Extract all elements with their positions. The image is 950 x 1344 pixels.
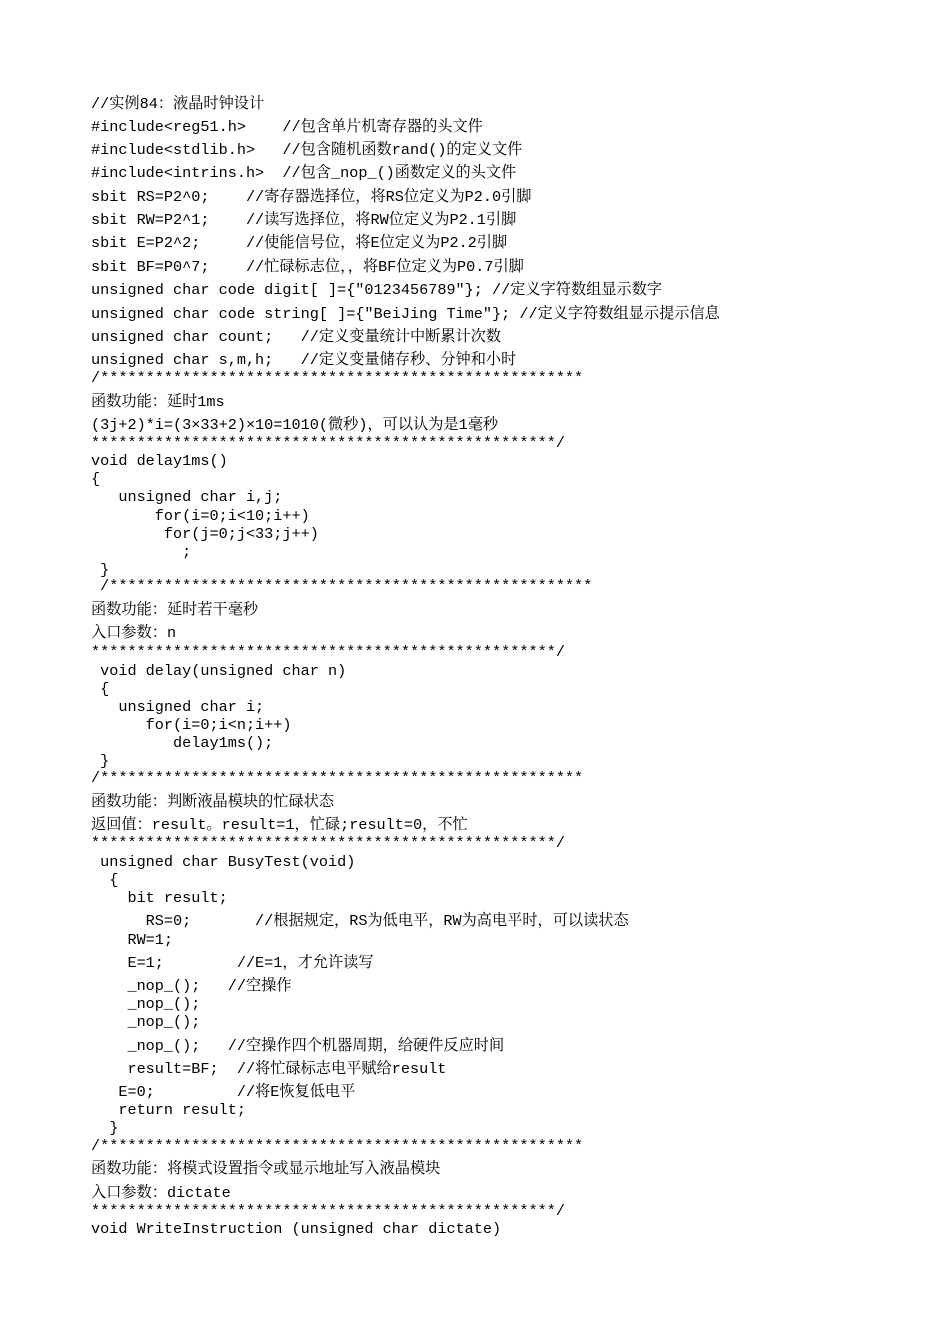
code-line: //实例84：液晶时钟设计 [91,95,265,113]
comment-divider: ***************************************************/ [91,1202,565,1220]
code-line: unsigned char BusyTest(void) [91,853,356,871]
comment-divider: ***************************************************/ [91,434,565,452]
code-line: _nop_(); [91,995,201,1013]
code-line: void delay1ms() [91,452,228,470]
code-line: sbit BF=P0^7; //忙碌标志位，，将BF位定义为P0.7引脚 [91,258,524,276]
code-line: for(j=0;j<33;j++) [91,525,319,543]
comment-divider: /***************************************************** [91,369,584,387]
code-line: void WriteInstruction (unsigned char dictate) [91,1220,502,1238]
code-line: bit result; [91,889,228,907]
code-line: sbit RW=P2^1; //读写选择位，将RW位定义为P2.1引脚 [91,211,517,229]
code-line: RS=0; //根据规定，RS为低电平，RW为高电平时，可以读状态 [91,912,629,930]
code-line: #include<stdlib.h> //包含随机函数rand()的定义文件 [91,141,523,159]
code-line: 入口参数：n [91,624,177,642]
code-line: #include<intrins.h> //包含_nop_()函数定义的头文件 [91,164,517,182]
code-line: unsigned char s,m,h; //定义变量储存秒、分钟和小时 [91,351,517,369]
code-line: for(i=0;i<10;i++) [91,507,310,525]
comment-divider: /***************************************************** [91,769,584,787]
code-line: 函数功能：延时1ms [91,393,225,411]
code-line: 入口参数：dictate [91,1184,231,1202]
comment-divider: /***************************************************** [91,577,593,595]
code-line: #include<reg51.h> //包含单片机寄存器的头文件 [91,118,483,136]
code-line: 函数功能：延时若干毫秒 [91,601,259,619]
code-line: _nop_(); [91,1013,201,1031]
code-line: sbit E=P2^2; //使能信号位，将E位定义为P2.2引脚 [91,234,508,252]
comment-divider: ***************************************************/ [91,643,565,661]
code-line: unsigned char i; [91,698,265,716]
code-line: unsigned char code digit[ ]={"0123456789"}; //定义字符数组显示数字 [91,281,663,299]
code-line: unsigned char count; //定义变量统计中断累计次数 [91,328,502,346]
code-line: E=1; //E=1，才允许读写 [91,954,374,972]
code-line: delay1ms(); [91,734,274,752]
code-line: unsigned char i,j; [91,488,283,506]
code-line: { [91,470,101,488]
code-line: for(i=0;i<n;i++) [91,716,292,734]
code-line: ; [91,543,192,561]
code-line: 函数功能：将模式设置指令或显示地址写入液晶模块 [91,1160,441,1178]
code-line: } [91,561,110,579]
code-line: unsigned char code string[ ]={"BeiJing Time"}; //定义字符数组显示提示信息 [91,305,720,323]
code-line: } [91,752,110,770]
code-line: sbit RS=P2^0; //寄存器选择位，将RS位定义为P2.0引脚 [91,188,532,206]
code-line: RW=1; [91,931,174,949]
code-line: 返回值：result。result=1，忙碌;result=0，不忙 [91,816,468,834]
comment-divider: ***************************************************/ [91,834,565,852]
code-line: (3j+2)*i=(3×33+2)×10=1010(微秒)，可以认为是1毫秒 [91,416,499,434]
code-line: { [91,680,110,698]
code-line: _nop_(); //空操作 [91,977,292,995]
code-line: E=0; //将E恢复低电平 [91,1083,356,1101]
code-line: return result; [91,1101,246,1119]
code-line: { [91,871,119,889]
code-line: result=BF; //将忙碌标志电平赋给result [91,1060,447,1078]
code-line: } [91,1119,119,1137]
code-line: void delay(unsigned char n) [91,662,347,680]
code-line: _nop_(); //空操作四个机器周期，给硬件反应时间 [91,1037,505,1055]
code-line: 函数功能：判断液晶模块的忙碌状态 [91,793,334,811]
comment-divider: /***************************************************** [91,1137,584,1155]
